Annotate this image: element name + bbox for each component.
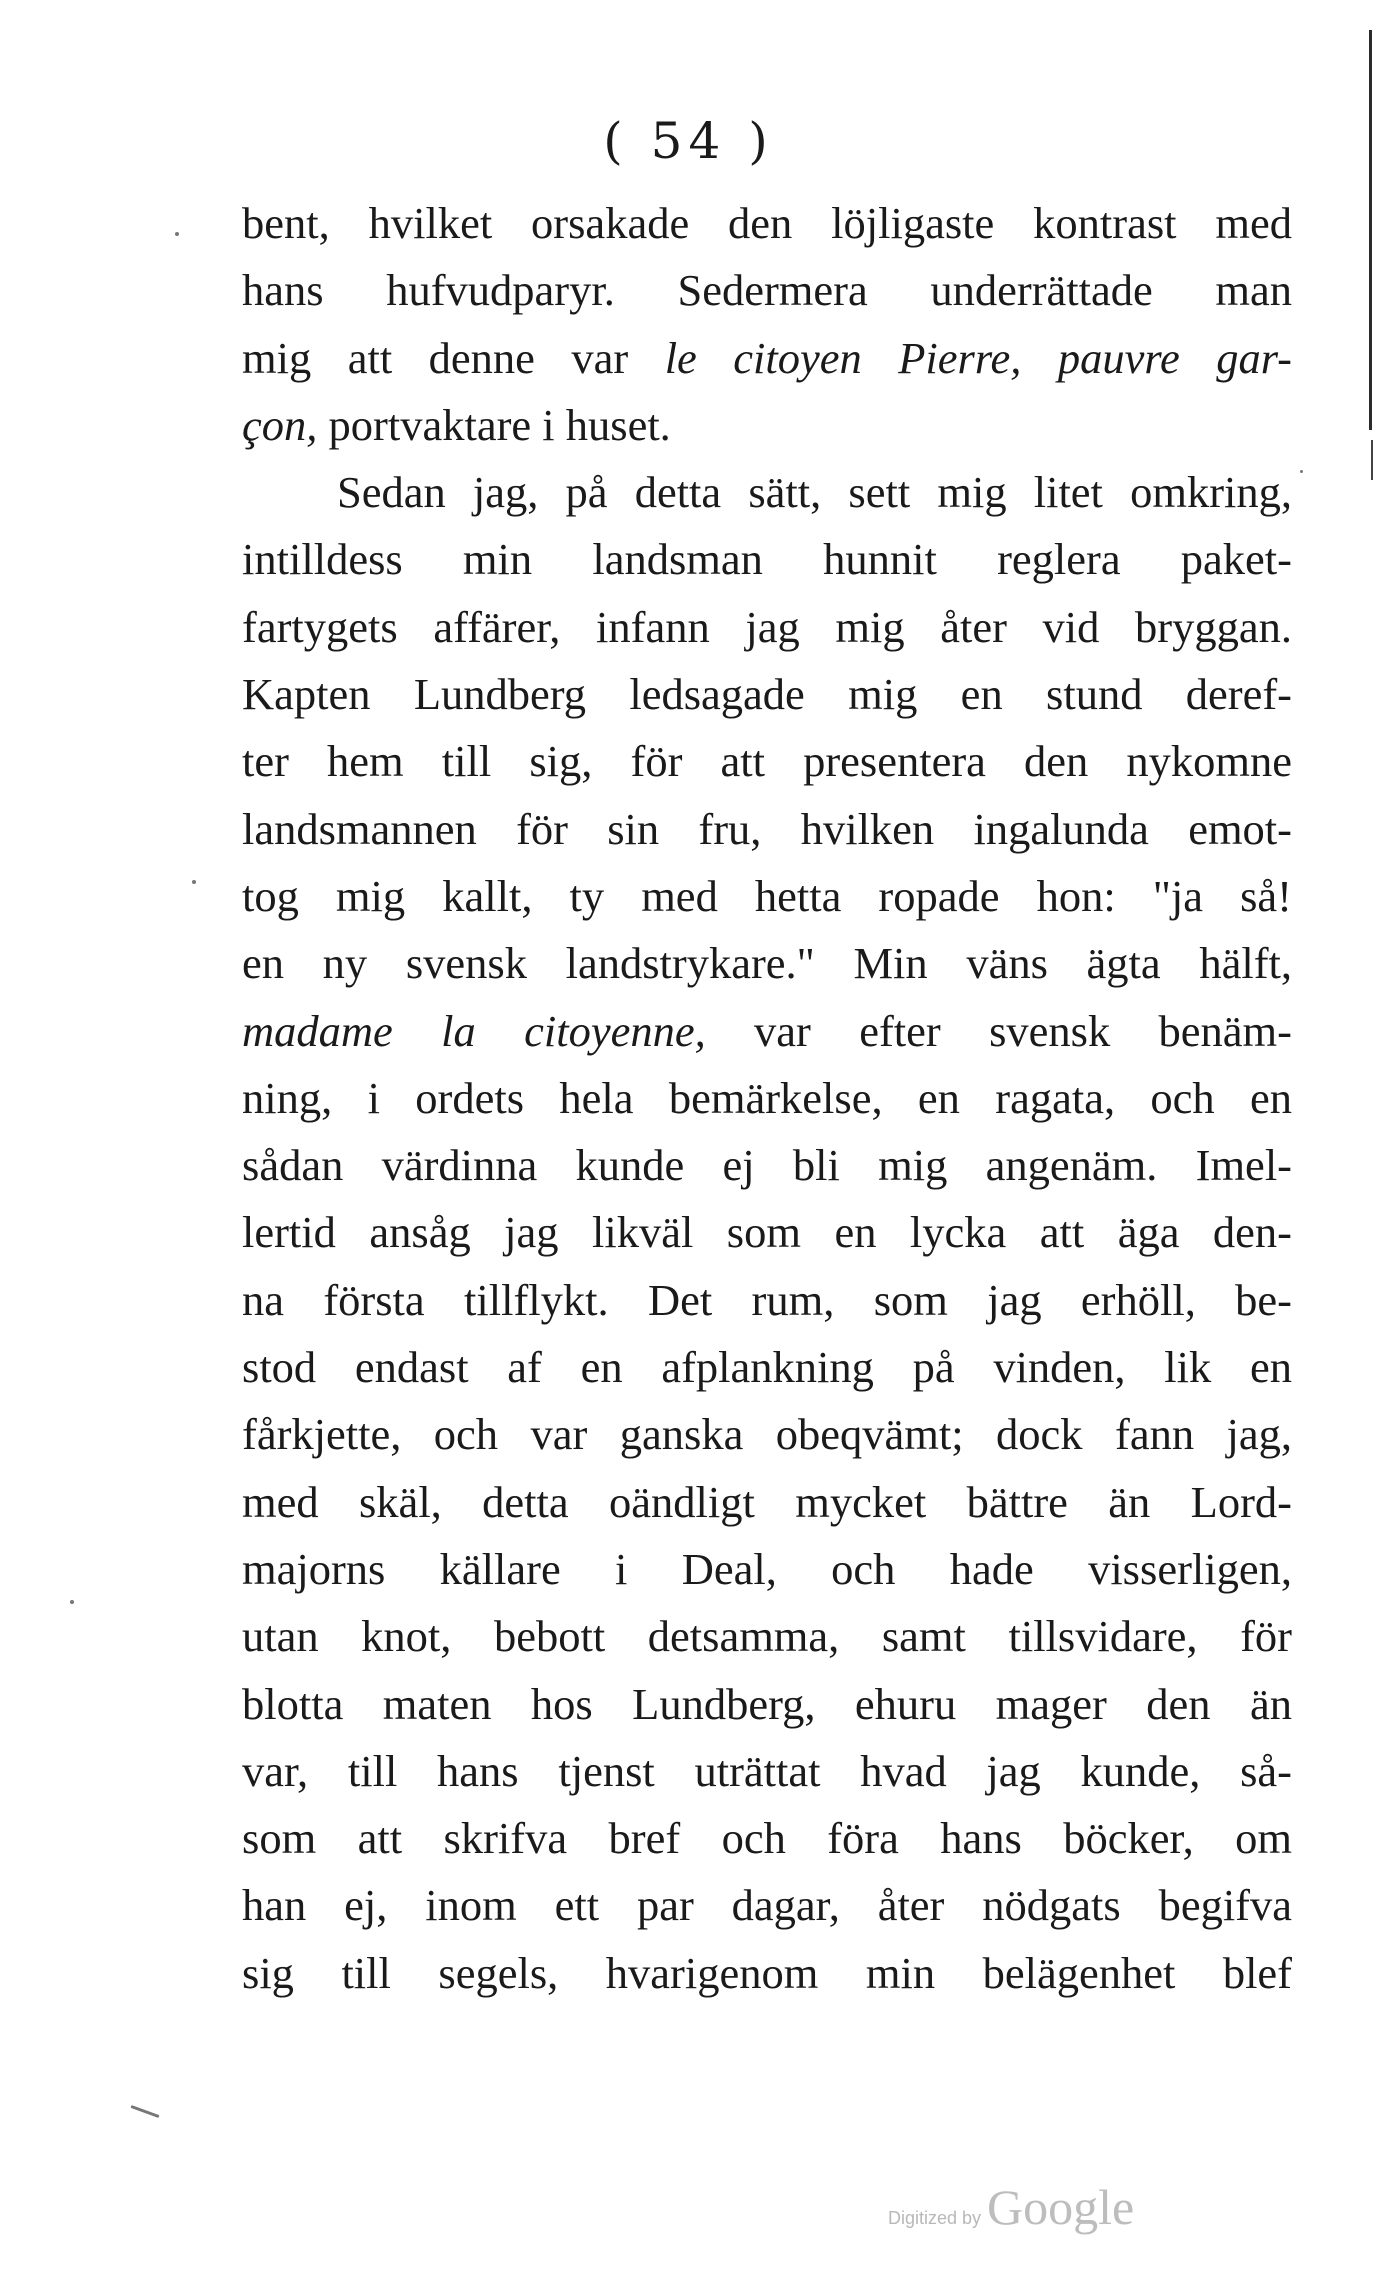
paper-speck	[70, 1600, 74, 1604]
page-edge-rule-lower	[1371, 440, 1373, 480]
text-line: landsmannen för sin fru, hvilken ingalunda emot-	[242, 803, 1292, 854]
text-line: ning, i ordets hela bemärkelse, en ragata, och en	[242, 1072, 1292, 1123]
text-line: sig till segels, hvarigenom min belägenhet blef	[242, 1947, 1292, 1998]
italic-fragment: madame la citoyenne,	[242, 1005, 706, 1056]
text-line: han ej, inom ett par dagar, åter nödgats begifva	[242, 1880, 1292, 1931]
text-line: var, till hans tjenst uträttat hvad jag kunde, så-	[242, 1745, 1292, 1796]
page-number: ( 54 )	[603, 112, 774, 170]
text-line: majorns källare i Deal, och hade visserligen,	[242, 1543, 1292, 1594]
text-line: sådan värdinna kunde ej bli mig angenäm. Imel-	[242, 1140, 1292, 1191]
digitized-watermark	[888, 2178, 1134, 2250]
text-line: tog mig kallt, ty med hetta ropade hon: "ja så!	[242, 870, 1292, 921]
paper-speck	[130, 2105, 159, 2118]
text-line: intilldess min landsman hunnit reglera paket-	[242, 534, 1292, 585]
text-line: utan knot, bebott detsamma, samt tillsvidare, för	[242, 1611, 1292, 1662]
text-line: fårkjette, och var ganska obeqvämt; dock fann jag,	[242, 1409, 1292, 1460]
text-line: hans hufvudparyr. Sedermera underrättade man	[242, 265, 1292, 316]
text-line: na första tillflykt. Det rum, som jag erhöll, be-	[242, 1274, 1292, 1325]
paper-speck	[175, 232, 179, 236]
italic-fragment: le citoyen Pierre, pauvre gar-	[664, 332, 1293, 383]
text-line: stod endast af en afplankning på vinden, lik en	[242, 1342, 1292, 1393]
google-logo: Google	[987, 2179, 1135, 2235]
text-line: lertid ansåg jag likväl som en lycka att äga den-	[242, 1207, 1292, 1258]
paper-speck	[192, 880, 196, 884]
text-line: bent, hvilket orsakade den löjligaste kontrast med	[242, 198, 1292, 248]
text-line: som att skrifva bref och föra hans böcker, om	[242, 1813, 1292, 1864]
text-line: blotta maten hos Lundberg, ehuru mager den än	[242, 1678, 1292, 1729]
text-line: med skäl, detta oändligt mycket bättre än Lord-	[242, 1476, 1292, 1527]
text-fragment: mig att denne var	[242, 332, 665, 383]
text-fragment: portvaktare i huset.	[317, 399, 671, 450]
page-edge-rule	[1369, 30, 1372, 430]
paper-speck	[1300, 470, 1303, 473]
text-line: en ny svensk landstrykare." Min väns ägta hälft,	[242, 938, 1292, 989]
digitized-by-text: Digitized by	[888, 2208, 982, 2228]
text-line-mixed	[242, 998, 1292, 1065]
text-line: fartygets affärer, infann jag mig åter vid bryggan.	[242, 601, 1292, 652]
text-fragment: var efter svensk benäm-	[705, 1005, 1292, 1056]
italic-fragment: çon,	[242, 399, 318, 450]
body-text	[242, 190, 1292, 2007]
text-line-mixed	[242, 392, 1292, 459]
text-line: ter hem till sig, för att presentera den nykomne	[242, 736, 1292, 787]
text-line: Sedan jag, på detta sätt, sett mig litet omkring,	[337, 467, 1292, 518]
text-line-mixed	[242, 325, 1292, 392]
text-line: Kapten Lundberg ledsagade mig en stund deref-	[242, 669, 1292, 720]
